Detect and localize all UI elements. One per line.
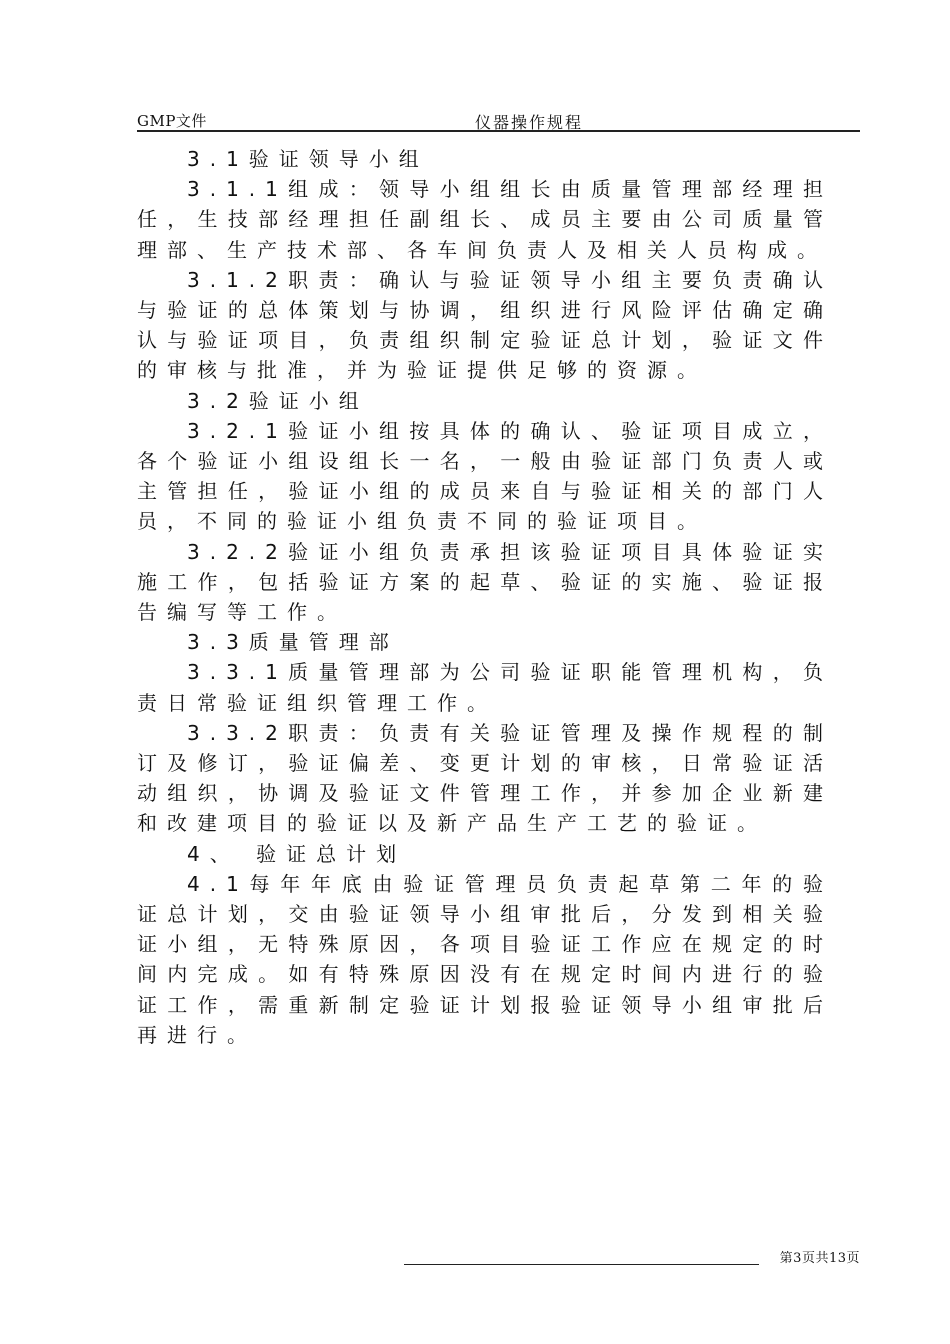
document-title: 仪器操作规程 [475,113,584,132]
paragraph: 3.3.2职责：负责有关验证管理及操作规程的制订及修订，验证偏差、变更计划的审核，日常验证活动组织，协调及验证文件管理工作，并参加企业新建和改建项目的验证以及新产品生产工艺的验证。 [137,720,833,836]
page-footer [404,1244,860,1268]
section-heading: 4、 验证总计划 [187,841,407,866]
paragraph: 3.1.1组成：领导小组组长由质量管理部经理担任，生技部经理担任副组长、成员主要由公司质量管理部、生产技术部、各车间负责人及相关人员构成。 [137,177,833,262]
document-body [137,144,833,1050]
document-category: GMP文件 [137,112,207,130]
page-number: 第3页共13页 [779,1251,860,1266]
paragraph: 3.2.2验证小组负责承担该验证项目具体验证实施工作，包括验证方案的起草、验证的实施、验证报告编写等工作。 [137,539,833,625]
footer-divider [404,1264,759,1265]
paragraph: 3.1.2职责：确认与验证领导小组主要负责确认与验证的总体策划与协调，组织进行风险评估确定确认与验证项目，负责组织制定验证总计划，验证文件的审核与批准，并为验证提供足够的资源。 [137,267,833,383]
page-header [137,108,860,132]
section-heading: 3.1验证领导小组 [187,147,429,171]
paragraph: 4.1每年年底由验证管理员负责起草第二年的验证总计划，交由验证领导小组审批后，分发到相关验证小组，无特殊原因，各项目验证工作应在规定的时间内完成。如有特殊原因没有在规定时间内进行的验证工作，需重新制定验证计划报验证领导小组审批后再进行。 [137,871,833,1047]
section-heading: 3.3质量管理部 [187,630,399,655]
section-heading: 3.2验证小组 [187,388,369,413]
paragraph: 3.3.1质量管理部为公司验证职能管理机构，负责日常验证组织管理工作。 [137,660,833,715]
paragraph: 3.2.1验证小组按具体的确认、验证项目成立，各个验证小组设组长一名，一般由验证部门负责人或主管担任，验证小组的成员来自与验证相关的部门人员，不同的验证小组负责不同的验证项目。 [137,418,833,534]
